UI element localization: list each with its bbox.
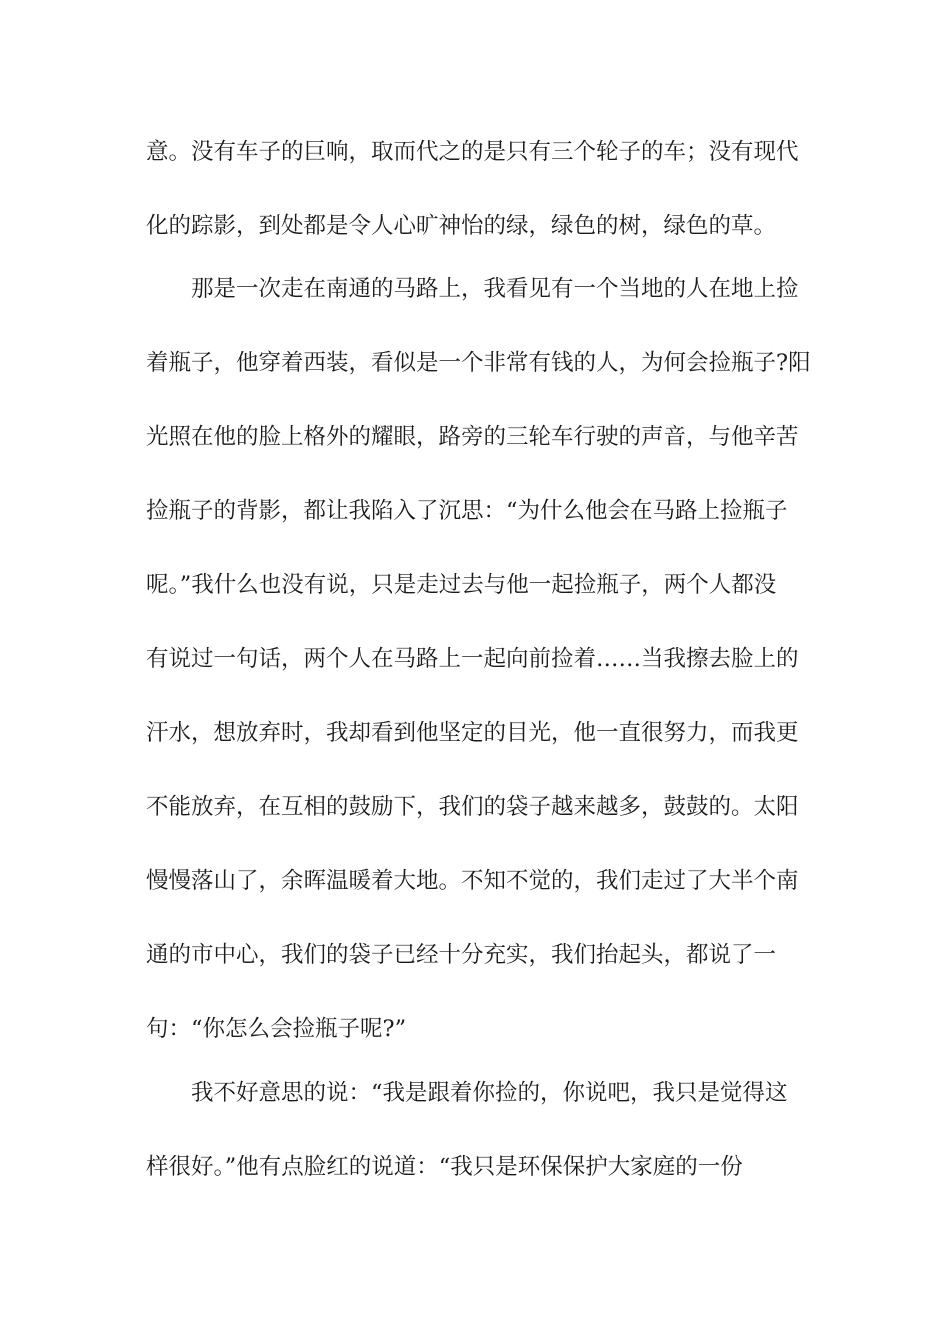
text-line: 句：“你怎么会捡瓶子呢?”	[146, 1016, 407, 1042]
text-line: 着瓶子，他穿着西装，看似是一个非常有钱的人，为何会捡瓶子?阳	[146, 350, 811, 376]
text-line: 化的踪影，到处都是令人心旷神怡的绿，绿色的树，绿色的草。	[146, 213, 777, 239]
text-line: 汗水，想放弃时，我却看到他坚定的目光，他一直很努力，而我更	[146, 720, 799, 746]
text-line: 光照在他的脸上格外的耀眼，路旁的三轮车行驶的声音，与他辛苦	[146, 424, 799, 450]
text-line: 捡瓶子的背影，都让我陷入了沉思：“为什么他会在马路上捡瓶子	[146, 498, 788, 524]
paragraph-first-line: 那是一次走在南通的马路上，我看见有一个当地的人在地上捡	[191, 276, 799, 302]
text-line: 有说过一句话，两个人在马路上一起向前捡着……当我擦去脸上的	[146, 646, 799, 672]
text-line: 不能放弃，在互相的鼓励下，我们的袋子越来越多，鼓鼓的。太阳	[146, 794, 799, 820]
text-line: 通的市中心，我们的袋子已经十分充实，我们抬起头，都说了一	[146, 942, 777, 968]
paragraph-first-line: 我不好意思的说：“我是跟着你捡的，你说吧，我只是觉得这	[191, 1080, 788, 1106]
text-line: 慢慢落山了，余晖温暖着大地。不知不觉的，我们走过了大半个南	[146, 868, 799, 894]
text-line: 样很好。”他有点脸红的说道：“我只是环保保护大家庭的一份	[146, 1154, 743, 1180]
text-line: 呢。”我什么也没有说，只是走过去与他一起捡瓶子，两个人都没	[146, 572, 777, 598]
text-line: 意。没有车子的巨响，取而代之的是只有三个轮子的车；没有现代	[146, 139, 799, 165]
